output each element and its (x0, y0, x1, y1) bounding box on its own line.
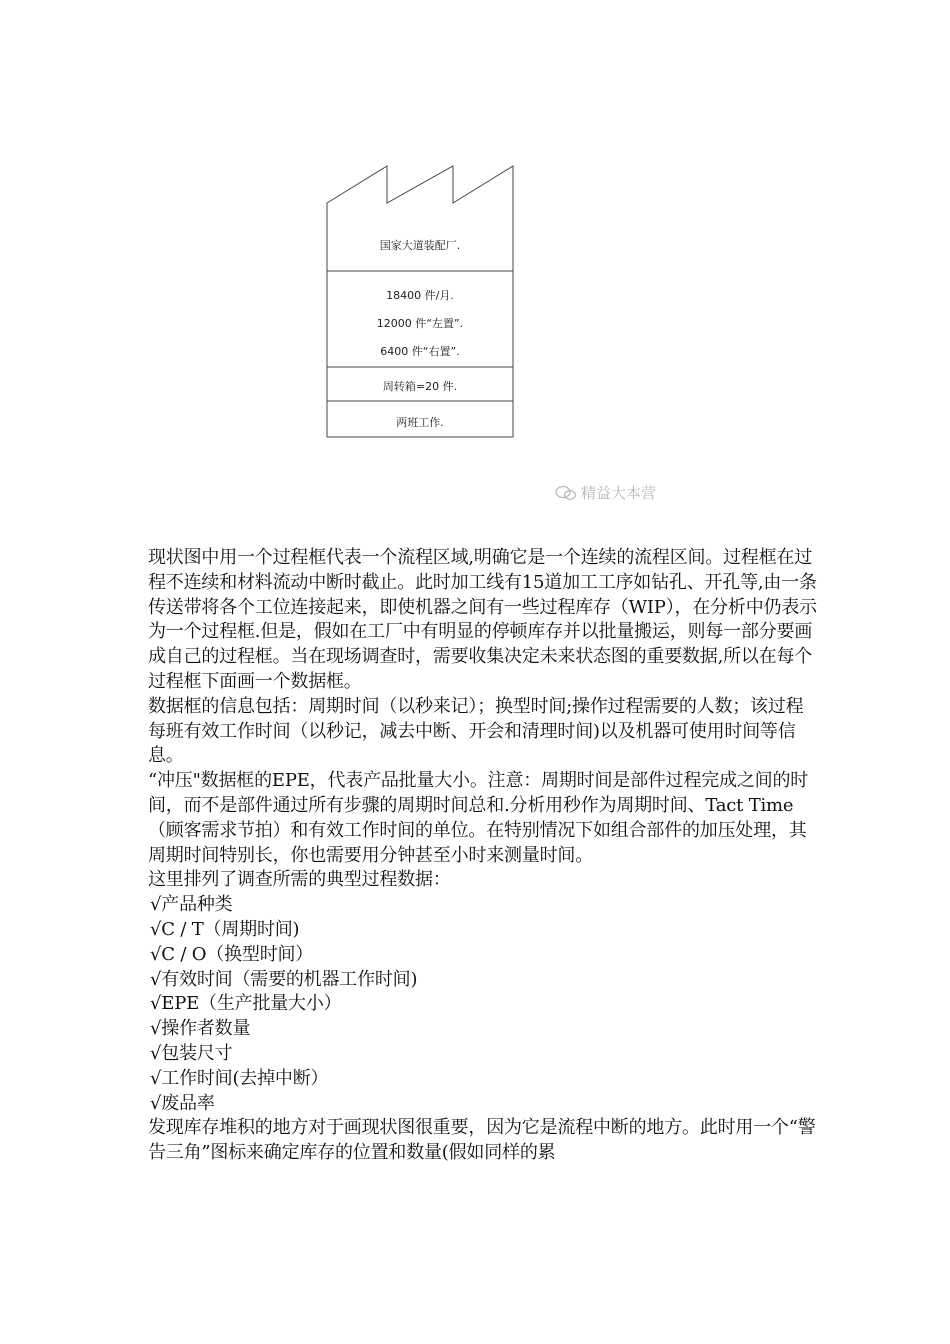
list-item: √工作时间(去掉中断） (150, 1067, 329, 1089)
shift-info: 两班工作. (396, 416, 444, 429)
right-demand: 6400 件“右置”. (380, 345, 460, 358)
document-body (148, 546, 818, 1166)
container-size: 周转箱=20 件. (382, 380, 458, 393)
monthly-demand: 18400 件/月. (386, 289, 454, 302)
watermark (555, 482, 656, 503)
paragraph-data-box: 数据框的信息包括：周期时间（以秒来记）；换型时间;操作过程需要的人数；该过程每班有效工作时间（以秒记，减去中断、开会和清理时间)以及机器可使用时间等信息。 (148, 695, 804, 767)
list-item: √C / O（换型时间） (150, 943, 314, 965)
paragraph-epe: “冲压"数据框的EPE，代表产品批量大小。注意：周期时间是部件过程完成之间的时间，而不是部件通过所有步骤的周期时间总和.分析用秒作为周期时间、Tact Time（顾客需求节拍）和有效工作时间的单位。在特别情况下如组合部件的加压处理，其周期时间特别长，你也需要用分钟甚至小时来测量时间。 (148, 770, 809, 866)
factory-data-box-figure (300, 160, 540, 450)
list-item: √包装尺寸 (150, 1042, 233, 1064)
wechat-icon (555, 485, 577, 501)
list-item: √产品种类 (150, 894, 233, 916)
list-item: √操作者数量 (150, 1018, 251, 1040)
factory-icon (300, 160, 540, 450)
left-demand: 12000 件“左置”. (376, 317, 464, 330)
paragraph-checklist-intro: 这里排列了调查所需的典型过程数据： (148, 869, 451, 891)
list-item: √EPE（生产批量大小） (150, 993, 342, 1015)
list-item: √废品率 (150, 1092, 215, 1114)
list-item: √有效时间（需要的机器工作时间) (150, 968, 418, 990)
list-item: √C / T（周期时间) (150, 918, 300, 940)
factory-name: 国家大道装配厂. (379, 239, 461, 252)
paragraph-process-box: 现状图中用一个过程框代表一个流程区域,明确它是一个连续的流程区间。过程框在过程不连续和材料流动中断时截止。此时加工线有15道加工工序如钻孔、开孔等,由一条传送带将各个工位连接起来，即使机器之间有一些过程库存（WIP），在分析中仍表示为一个过程框.但是，假如在工厂中有明显的停顿库存并以批量搬运，则每一部分要画成自己的过程框。当在现场调查时，需要收集决定未来状态图的重要数据,所以在每个过程框下面画一个数据框。 (148, 547, 817, 692)
watermark-text: 精益大本营 (581, 484, 657, 502)
paragraph-inventory: 发现库存堆积的地方对于画现状图很重要，因为它是流程中断的地方。此时用一个“警告三角”图标来确定库存的位置和数量(假如同样的累 (148, 1117, 816, 1164)
